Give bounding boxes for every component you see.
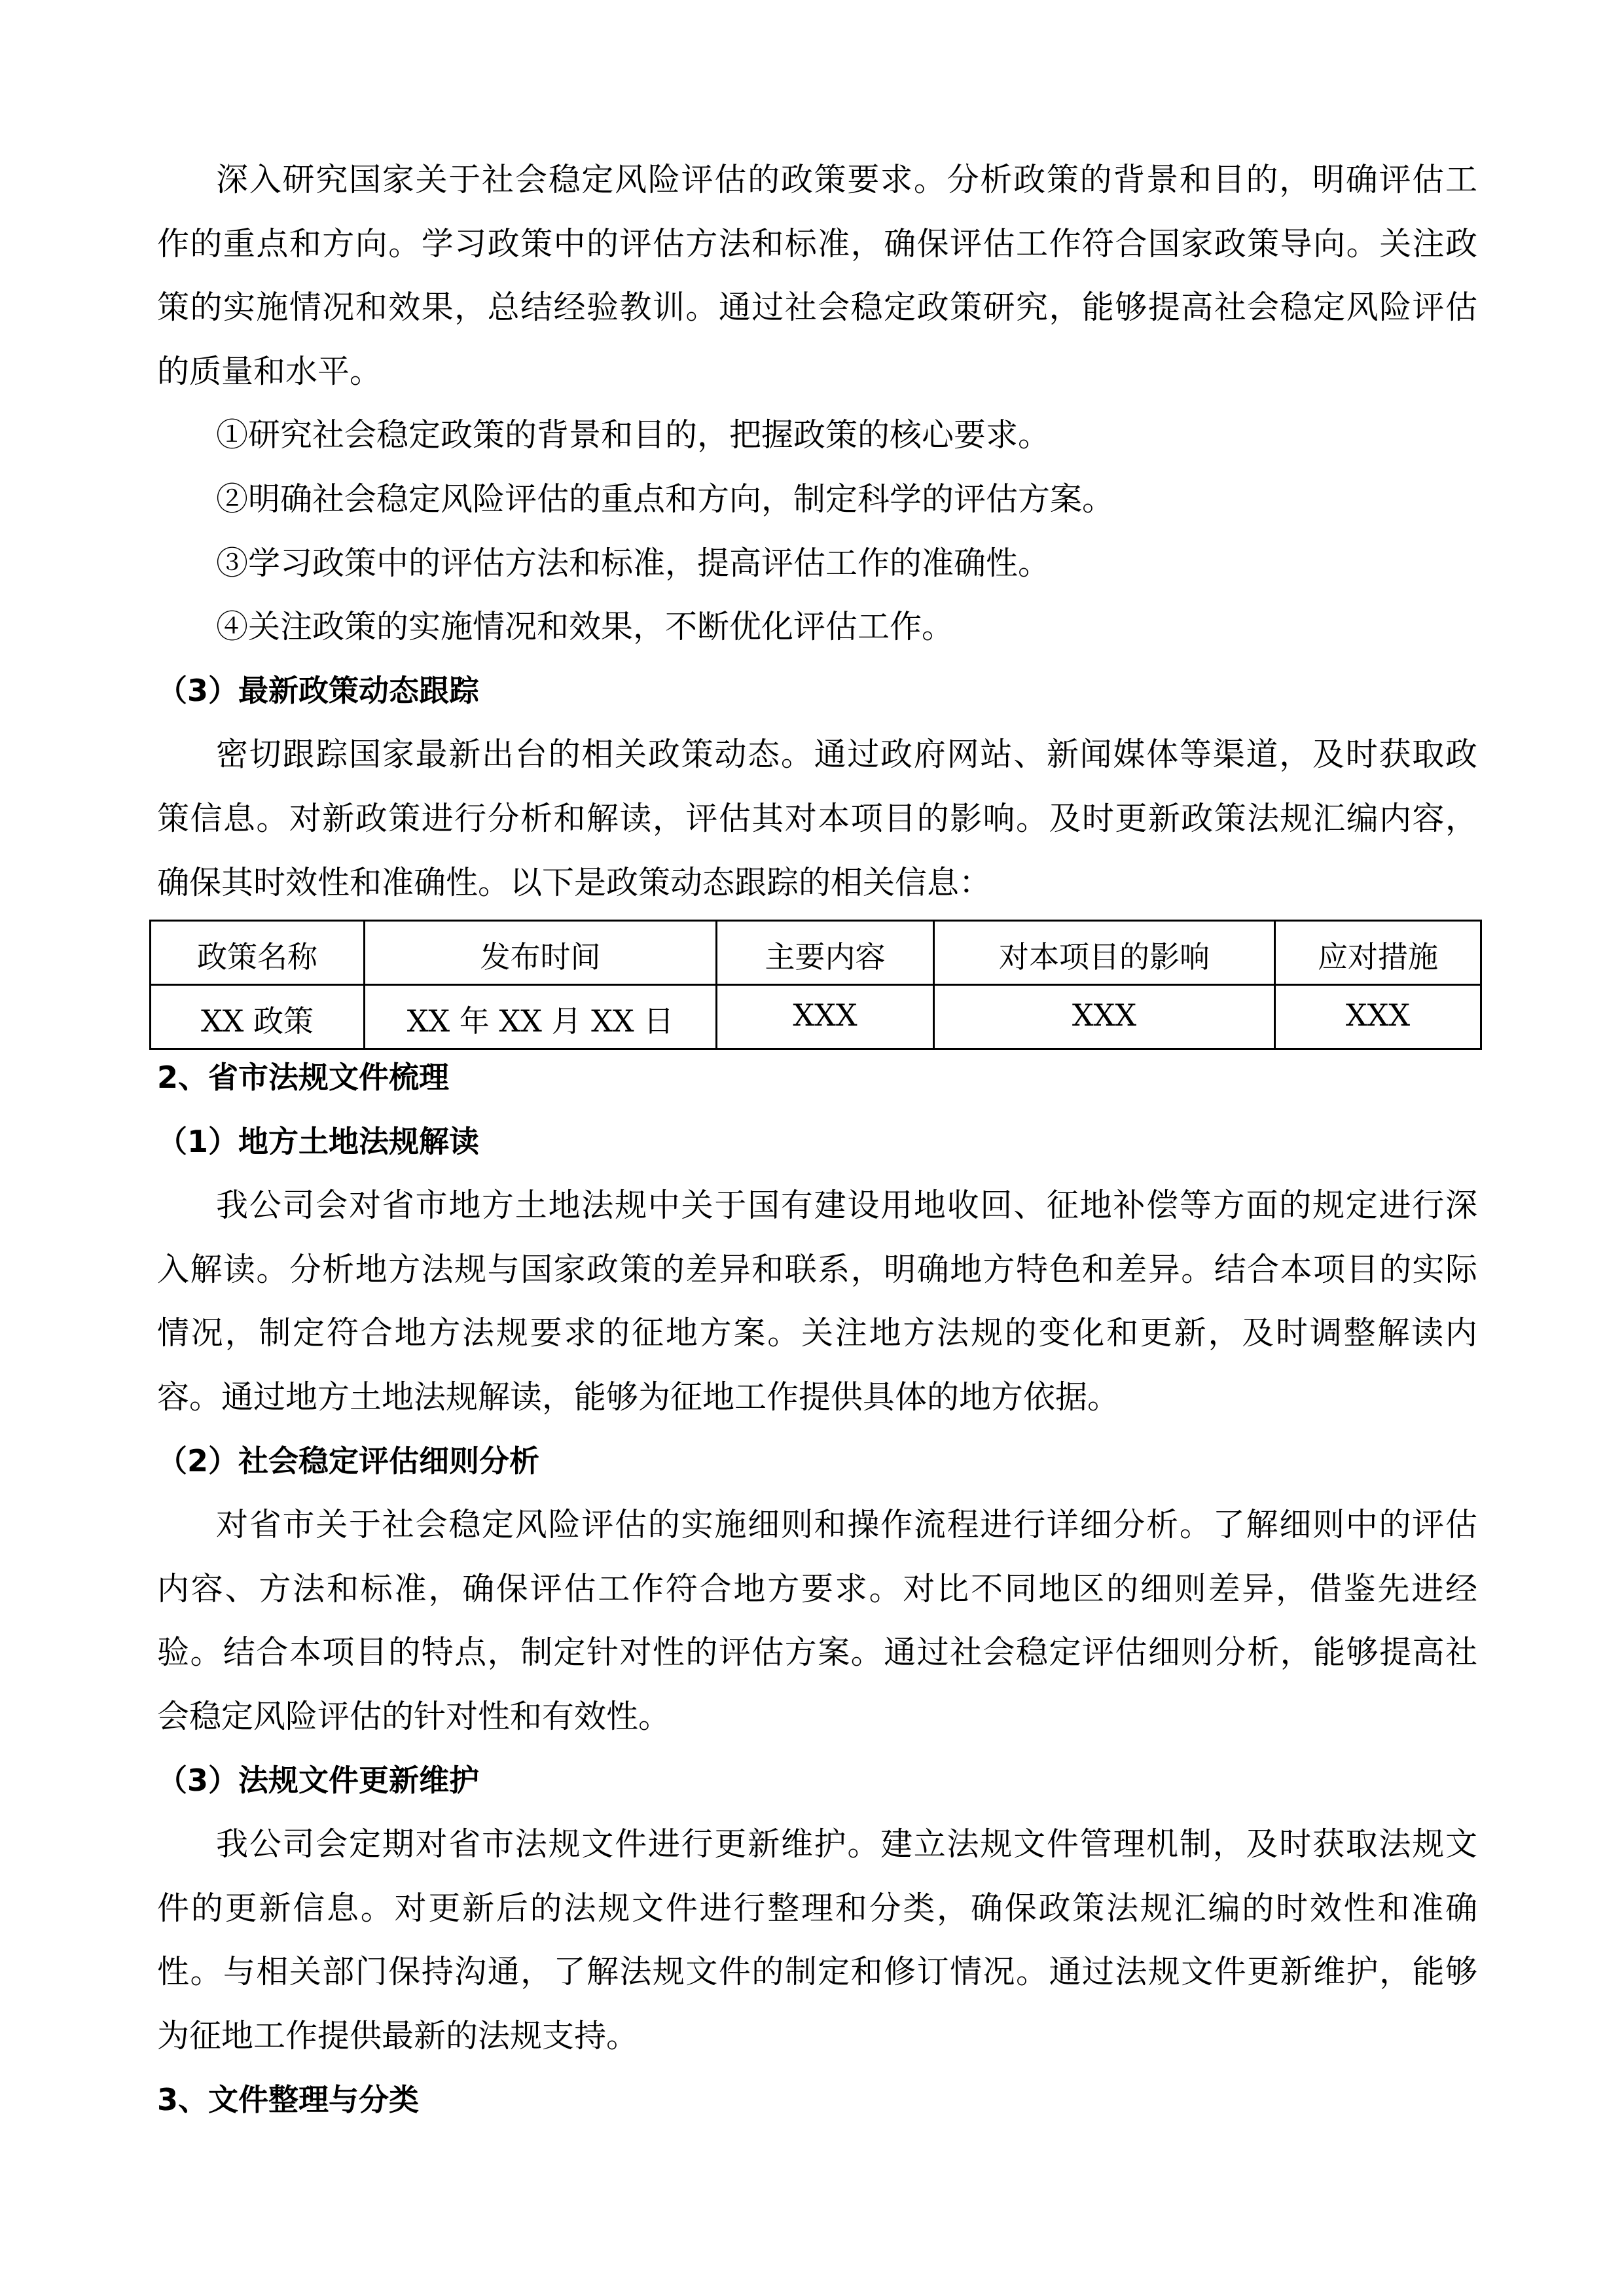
paragraph-line: 我公司会定期对省市法规文件进行更新维护。建立法规文件管理机制，及时获取法规文 bbox=[216, 1825, 1477, 1863]
section-heading: （2）社会稳定评估细则分析 bbox=[157, 1443, 540, 1479]
table-row bbox=[151, 985, 1481, 1049]
document-section-national-policy bbox=[157, 148, 1477, 914]
table-header-cell: 政策名称 bbox=[151, 921, 365, 985]
table-header-row bbox=[151, 921, 1481, 985]
paragraph-line: 策信息。对新政策进行分析和解读，评估其对本项目的影响。及时更新政策法规汇编内容， bbox=[157, 799, 1477, 837]
paragraph-line: 作的重点和方向。学习政策中的评估方法和标准，确保评估工作符合国家政策导向。关注政 bbox=[157, 224, 1477, 262]
paragraph-line: 我公司会对省市地方土地法规中关于国有建设用地收回、征地补偿等方面的规定进行深 bbox=[216, 1187, 1477, 1225]
paragraph-line: 确保其时效性和准确性。以下是政策动态跟踪的相关信息： bbox=[157, 863, 992, 901]
paragraph-line: 内容、方法和标准，确保评估工作符合地方要求。对比不同地区的细则差异，借鉴先进经 bbox=[157, 1570, 1477, 1607]
paragraph-line: 策的实施情况和效果，总结经验教训。通过社会稳定政策研究，能够提高社会稳定风险评估 bbox=[157, 289, 1477, 327]
table-header-cell: 主要内容 bbox=[717, 921, 934, 985]
table-cell: XXX bbox=[1275, 985, 1481, 1049]
paragraph-line: 对省市关于社会稳定风险评估的实施细则和操作流程进行详细分析。了解细则中的评估 bbox=[216, 1506, 1477, 1544]
paragraph-line: 性。与相关部门保持沟通，了解法规文件的制定和修订情况。通过法规文件更新维护，能够 bbox=[157, 1953, 1477, 1991]
paragraph-line: 为征地工作提供最新的法规支持。 bbox=[157, 2017, 639, 2054]
paragraph-line: 容。通过地方土地法规解读，能够为征地工作提供具体的地方依据。 bbox=[157, 1378, 1120, 1416]
table-cell: XX 政策 bbox=[151, 985, 365, 1049]
paragraph-line: 会稳定风险评估的针对性和有效性。 bbox=[157, 1697, 671, 1735]
section-heading: （3）最新政策动态跟踪 bbox=[157, 672, 480, 708]
section-heading: （3）法规文件更新维护 bbox=[157, 1762, 480, 1798]
list-item: ④关注政策的实施情况和效果，不断优化评估工作。 bbox=[216, 608, 954, 646]
list-item: ①研究社会稳定政策的背景和目的，把握政策的核心要求。 bbox=[216, 416, 1051, 454]
paragraph-line: 密切跟踪国家最新出台的相关政策动态。通过政府网站、新闻媒体等渠道，及时获取政 bbox=[216, 736, 1477, 774]
table-cell: XXX bbox=[717, 985, 934, 1049]
paragraph-line: 件的更新信息。对更新后的法规文件进行整理和分类，确保政策法规汇编的时效性和准确 bbox=[157, 1889, 1477, 1927]
section-heading: 3、文件整理与分类 bbox=[157, 2081, 420, 2117]
section-heading: 2、省市法规文件梳理 bbox=[157, 1060, 450, 1095]
list-item: ③学习政策中的评估方法和标准，提高评估工作的准确性。 bbox=[216, 544, 1051, 582]
table-cell: XX 年 XX 月 XX 日 bbox=[365, 985, 717, 1049]
section-heading: （1）地方土地法规解读 bbox=[157, 1123, 480, 1159]
paragraph-line: 的质量和水平。 bbox=[157, 352, 382, 390]
paragraph-line: 深入研究国家关于社会稳定风险评估的政策要求。分析政策的背景和目的，明确评估工 bbox=[216, 161, 1477, 198]
table-cell: XXX bbox=[934, 985, 1275, 1049]
paragraph-line: 情况，制定符合地方法规要求的征地方案。关注地方法规的变化和更新，及时调整解读内 bbox=[157, 1314, 1477, 1352]
table-header-cell: 应对措施 bbox=[1275, 921, 1481, 985]
list-item: ②明确社会稳定风险评估的重点和方向，制定科学的评估方案。 bbox=[216, 480, 1115, 518]
document-section-provincial-regulations bbox=[157, 1046, 1477, 2132]
paragraph-line: 验。结合本项目的特点，制定针对性的评估方案。通过社会稳定评估细则分析，能够提高社 bbox=[157, 1634, 1477, 1672]
policy-tracking-table bbox=[149, 920, 1482, 1050]
table-header-cell: 发布时间 bbox=[365, 921, 717, 985]
paragraph-line: 入解读。分析地方法规与国家政策的差异和联系，明确地方特色和差异。结合本项目的实际 bbox=[157, 1250, 1477, 1288]
table-header-cell: 对本项目的影响 bbox=[934, 921, 1275, 985]
